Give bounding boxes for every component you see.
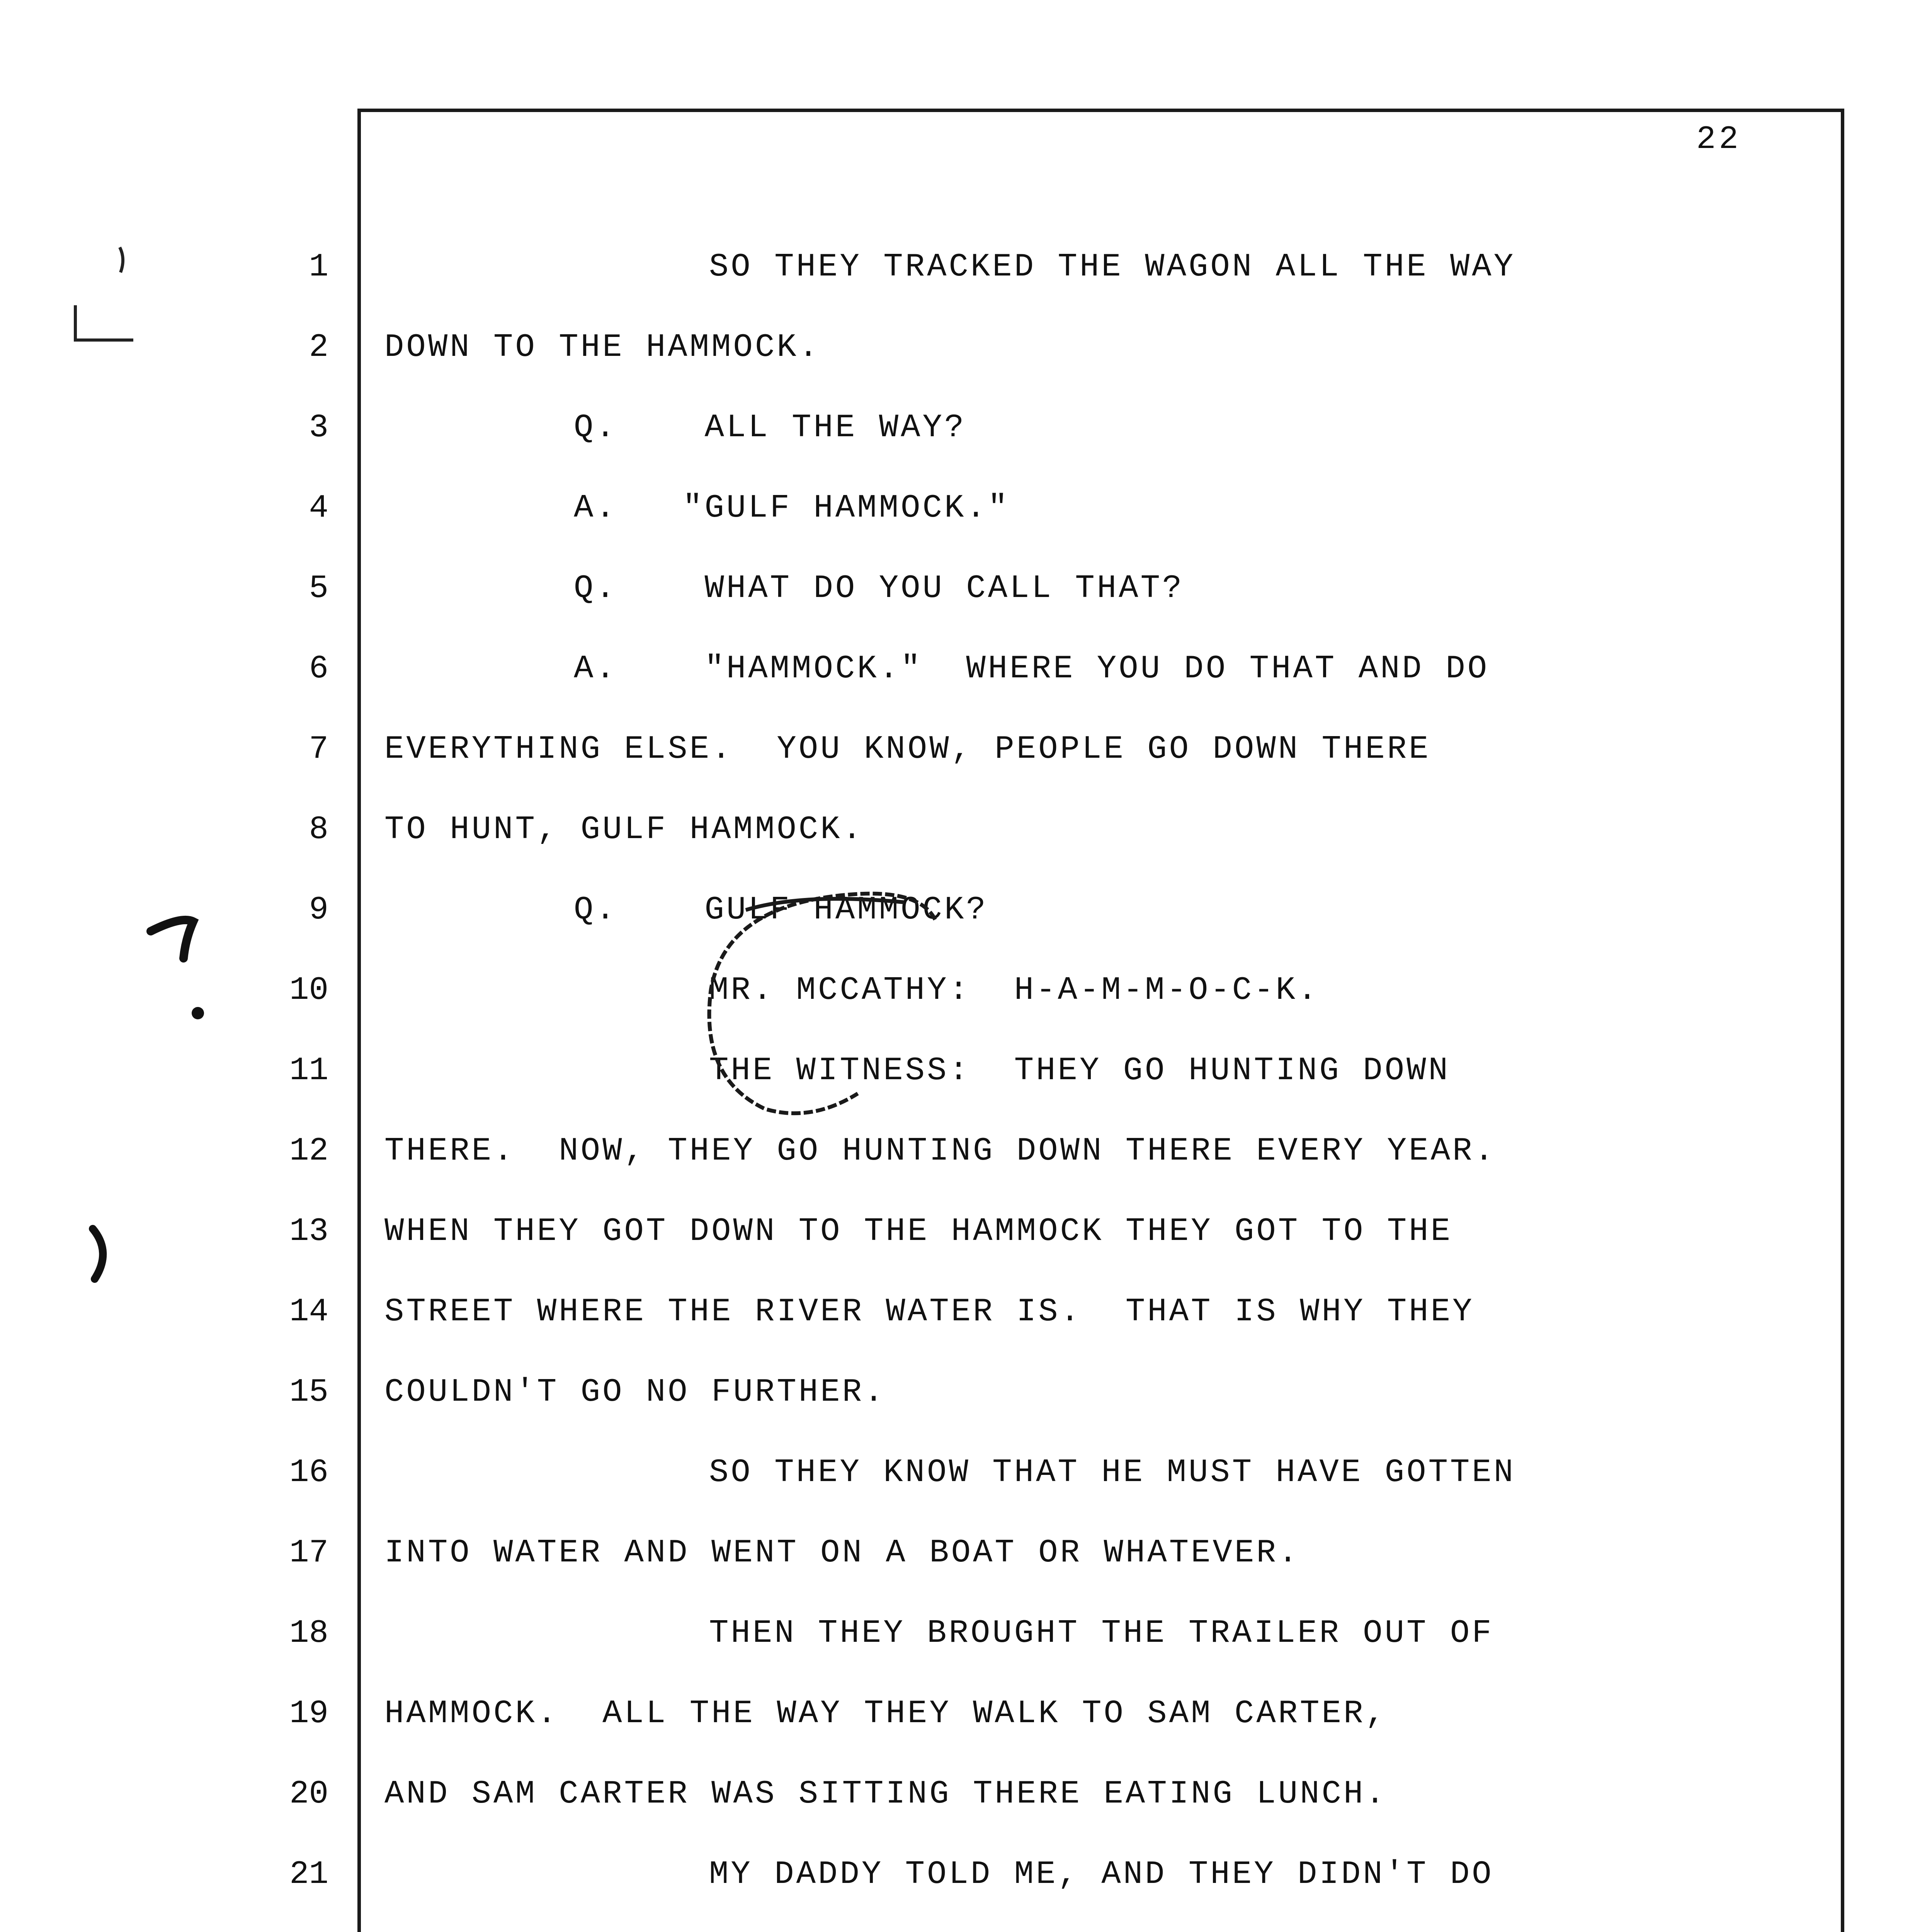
line-number: 3 xyxy=(309,410,328,446)
line-number: 19 xyxy=(289,1696,328,1732)
transcript-line: WHEN THEY GOT DOWN TO THE HAMMOCK THEY GOT TO THE xyxy=(384,1213,1453,1250)
transcript-line: DOWN TO THE HAMMOCK. xyxy=(384,329,821,366)
transcript-line: STREET WHERE THE RIVER WATER IS. THAT IS WHY THEY xyxy=(384,1294,1475,1330)
transcript-line: THE WITNESS: THEY GO HUNTING DOWN xyxy=(709,1053,1450,1089)
transcript-line: THERE. NOW, THEY GO HUNTING DOWN THERE EVERY YEAR. xyxy=(384,1133,1496,1170)
line-number: 18 xyxy=(289,1615,328,1652)
line-number: 1 xyxy=(309,249,328,286)
line-number: 13 xyxy=(289,1213,328,1250)
line-number: 16 xyxy=(289,1454,328,1491)
transcript-line: TO HUNT, GULF HAMMOCK. xyxy=(384,811,864,848)
line-number: 6 xyxy=(309,651,328,687)
line-number: 4 xyxy=(309,490,328,527)
transcript-line: AND SAM CARTER WAS SITTING THERE EATING LUNCH. xyxy=(384,1776,1387,1813)
transcript-line: A. "HAMMOCK." WHERE YOU DO THAT AND DO xyxy=(574,651,1490,687)
line-number: 21 xyxy=(289,1856,328,1893)
line-number: 12 xyxy=(289,1133,328,1170)
question-mark-annotation xyxy=(151,920,193,958)
line-number: 7 xyxy=(309,731,328,768)
line-number: 2 xyxy=(309,329,328,366)
transcript-line: Q. ALL THE WAY? xyxy=(574,410,966,446)
question-mark-dot xyxy=(192,1007,204,1019)
transcript-line: INTO WATER AND WENT ON A BOAT OR WHATEVER. xyxy=(384,1535,1300,1571)
transcript-line: Q. WHAT DO YOU CALL THAT? xyxy=(574,570,1184,607)
line-number: 9 xyxy=(309,892,328,929)
transcript-line: EVERYTHING ELSE. YOU KNOW, PEOPLE GO DOWN THERE xyxy=(384,731,1431,768)
transcript-line: MR. MCCATHY: H-A-M-M-O-C-K. xyxy=(709,972,1320,1009)
line-number: 14 xyxy=(289,1294,328,1330)
line-number: 8 xyxy=(309,811,328,848)
transcript-line: COULDN'T GO NO FURTHER. xyxy=(384,1374,886,1411)
line-number: 20 xyxy=(289,1776,328,1813)
transcript-line: Q. GULF HAMMOCK? xyxy=(574,892,988,929)
line-number: 10 xyxy=(289,972,328,1009)
margin-tick-mark xyxy=(120,247,123,272)
transcript-line: SO THEY KNOW THAT HE MUST HAVE GOTTEN xyxy=(709,1454,1516,1491)
transcript-line: SO THEY TRACKED THE WAGON ALL THE WAY xyxy=(709,249,1516,286)
transcript-line: THEN THEY BROUGHT THE TRAILER OUT OF xyxy=(709,1615,1494,1652)
line-number: 5 xyxy=(309,570,328,607)
binder-hole-shadow xyxy=(93,1229,103,1279)
line-number: 17 xyxy=(289,1535,328,1571)
transcript-line: MY DADDY TOLD ME, AND THEY DIDN'T DO xyxy=(709,1856,1494,1893)
corner-bracket-mark xyxy=(75,305,133,340)
transcript-line: A. "GULF HAMMOCK." xyxy=(574,490,1010,527)
line-number: 11 xyxy=(289,1053,328,1089)
page-number: 22 xyxy=(1696,121,1742,158)
transcript-frame xyxy=(357,109,1844,1932)
line-number: 15 xyxy=(289,1374,328,1411)
transcript-line: HAMMOCK. ALL THE WAY THEY WALK TO SAM CARTER, xyxy=(384,1696,1387,1732)
